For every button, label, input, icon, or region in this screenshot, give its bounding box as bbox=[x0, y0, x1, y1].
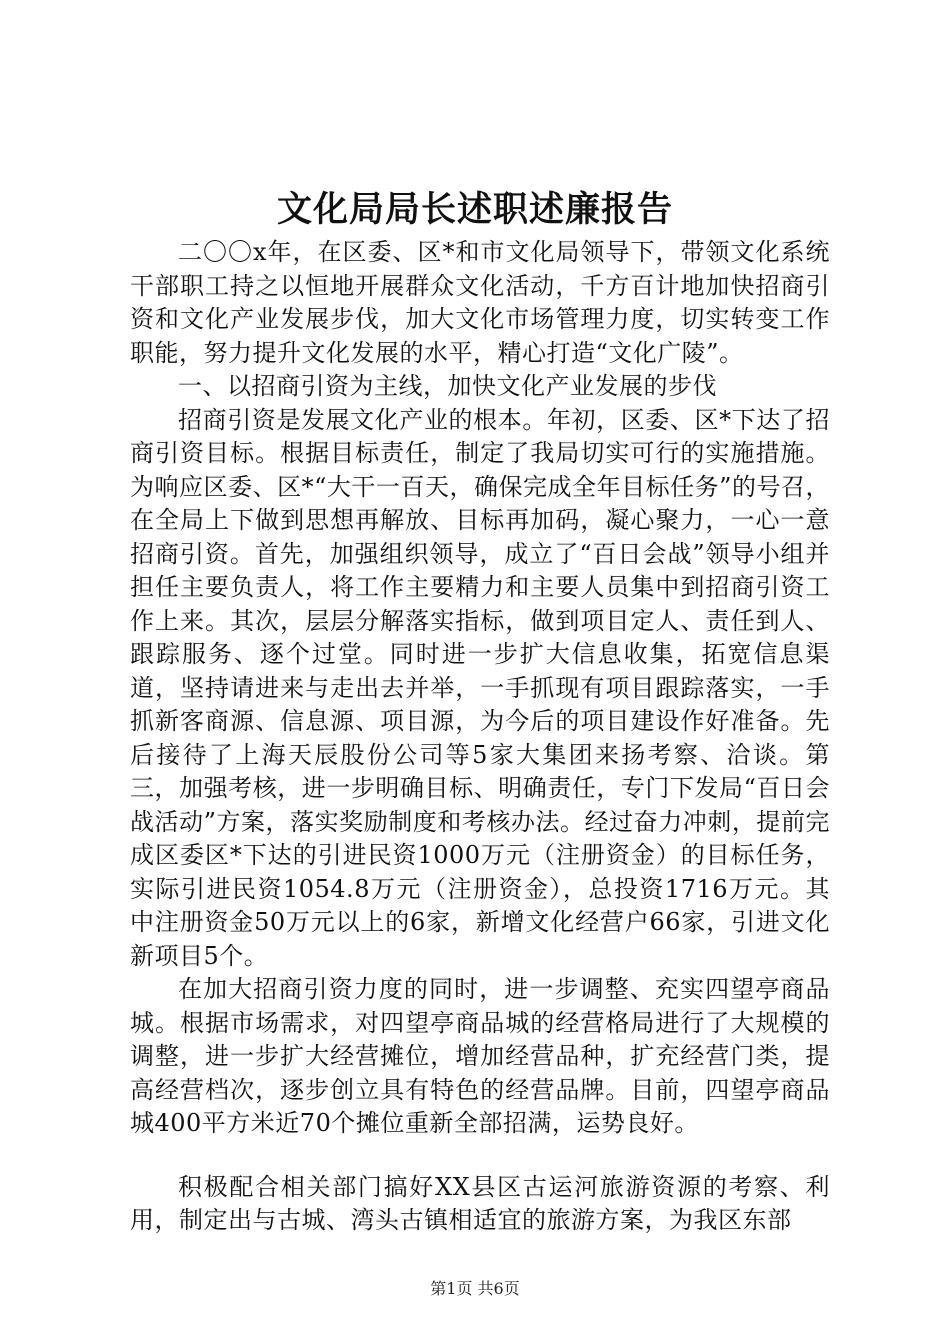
document-body bbox=[130, 236, 830, 1238]
paragraph-intro: 二〇〇x年，在区委、区*和市文化局领导下，带领文化系统干部职工持之以恒地开展群众文化活动，千方百计地加快招商引资和文化产业发展步伐，加大文化市场管理力度，切实转变工作职能，努力提升文化发展的水平，精心打造“文化广陵”。 bbox=[130, 238, 830, 367]
paragraph-spacer bbox=[130, 1141, 830, 1171]
section-heading: 一、以招商引资为主线，加快文化产业发展的步伐 bbox=[178, 372, 717, 400]
paragraph-market: 在加大招商引资力度的同时，进一步调整、充实四望亭商品城。根据市场需求，对四望亭商品城的经营格局进行了大规模的调整，进一步扩大经营摊位，增加经营品种，扩充经营门类，提高经营档次，逐步创立具有特色的经营品牌。目前，四望亭商品城400平方米近70个摊位重新全部招满，运势良好。 bbox=[130, 975, 830, 1137]
document-title: 文化局局长述职述廉报告 bbox=[276, 189, 673, 230]
paragraph-tourism: 积极配合相关部门搞好XX县区古运河旅游资源的考察、利用，制定出与古城、湾头古镇相适宜的旅游方案，为我区东部 bbox=[130, 1172, 830, 1234]
paragraph-investment: 招商引资是发展文化产业的根本。年初，区委、区*下达了招商引资目标。根据目标责任，制定了我局切实可行的实施措施。为响应区委、区*“大干一百天，确保完成全年目标任务”的号召，在全局上下做到思想再解放、目标再加码，凝心聚力，一心一意招商引资。首先，加强组织领导，成立了“百日会战”领导小组并担任主要负责人，将工作主要精力和主要人员集中到招商引资工作上来。其次，层层分解落实指标，做到项目定人、责任到人、跟踪服务、逐个过堂。同时进一步扩大信息收集，拓宽信息渠道，坚持请进来与走出去并举，一手抓现有项目跟踪落实，一手抓新客商源、信息源、项目源，为今后的项目建设作好准备。先后接待了上海天辰股份公司等5家大集团来扬考察、洽谈。第三，加强考核，进一步明确目标、明确责任，专门下发局“百日会战活动”方案，落实奖励制度和考核办法。经过奋力冲刺，提前完成区委区*下达的引进民资1000万元（注册资金）的目标任务，实际引进民资1054.8万元（注册资金），总投资1716万元。其中注册资金50万元以上的6家，新增文化经营户66家，引进文化新项目5个。 bbox=[130, 405, 830, 970]
page-number-footer: 第1页 共6页 bbox=[430, 1279, 520, 1298]
